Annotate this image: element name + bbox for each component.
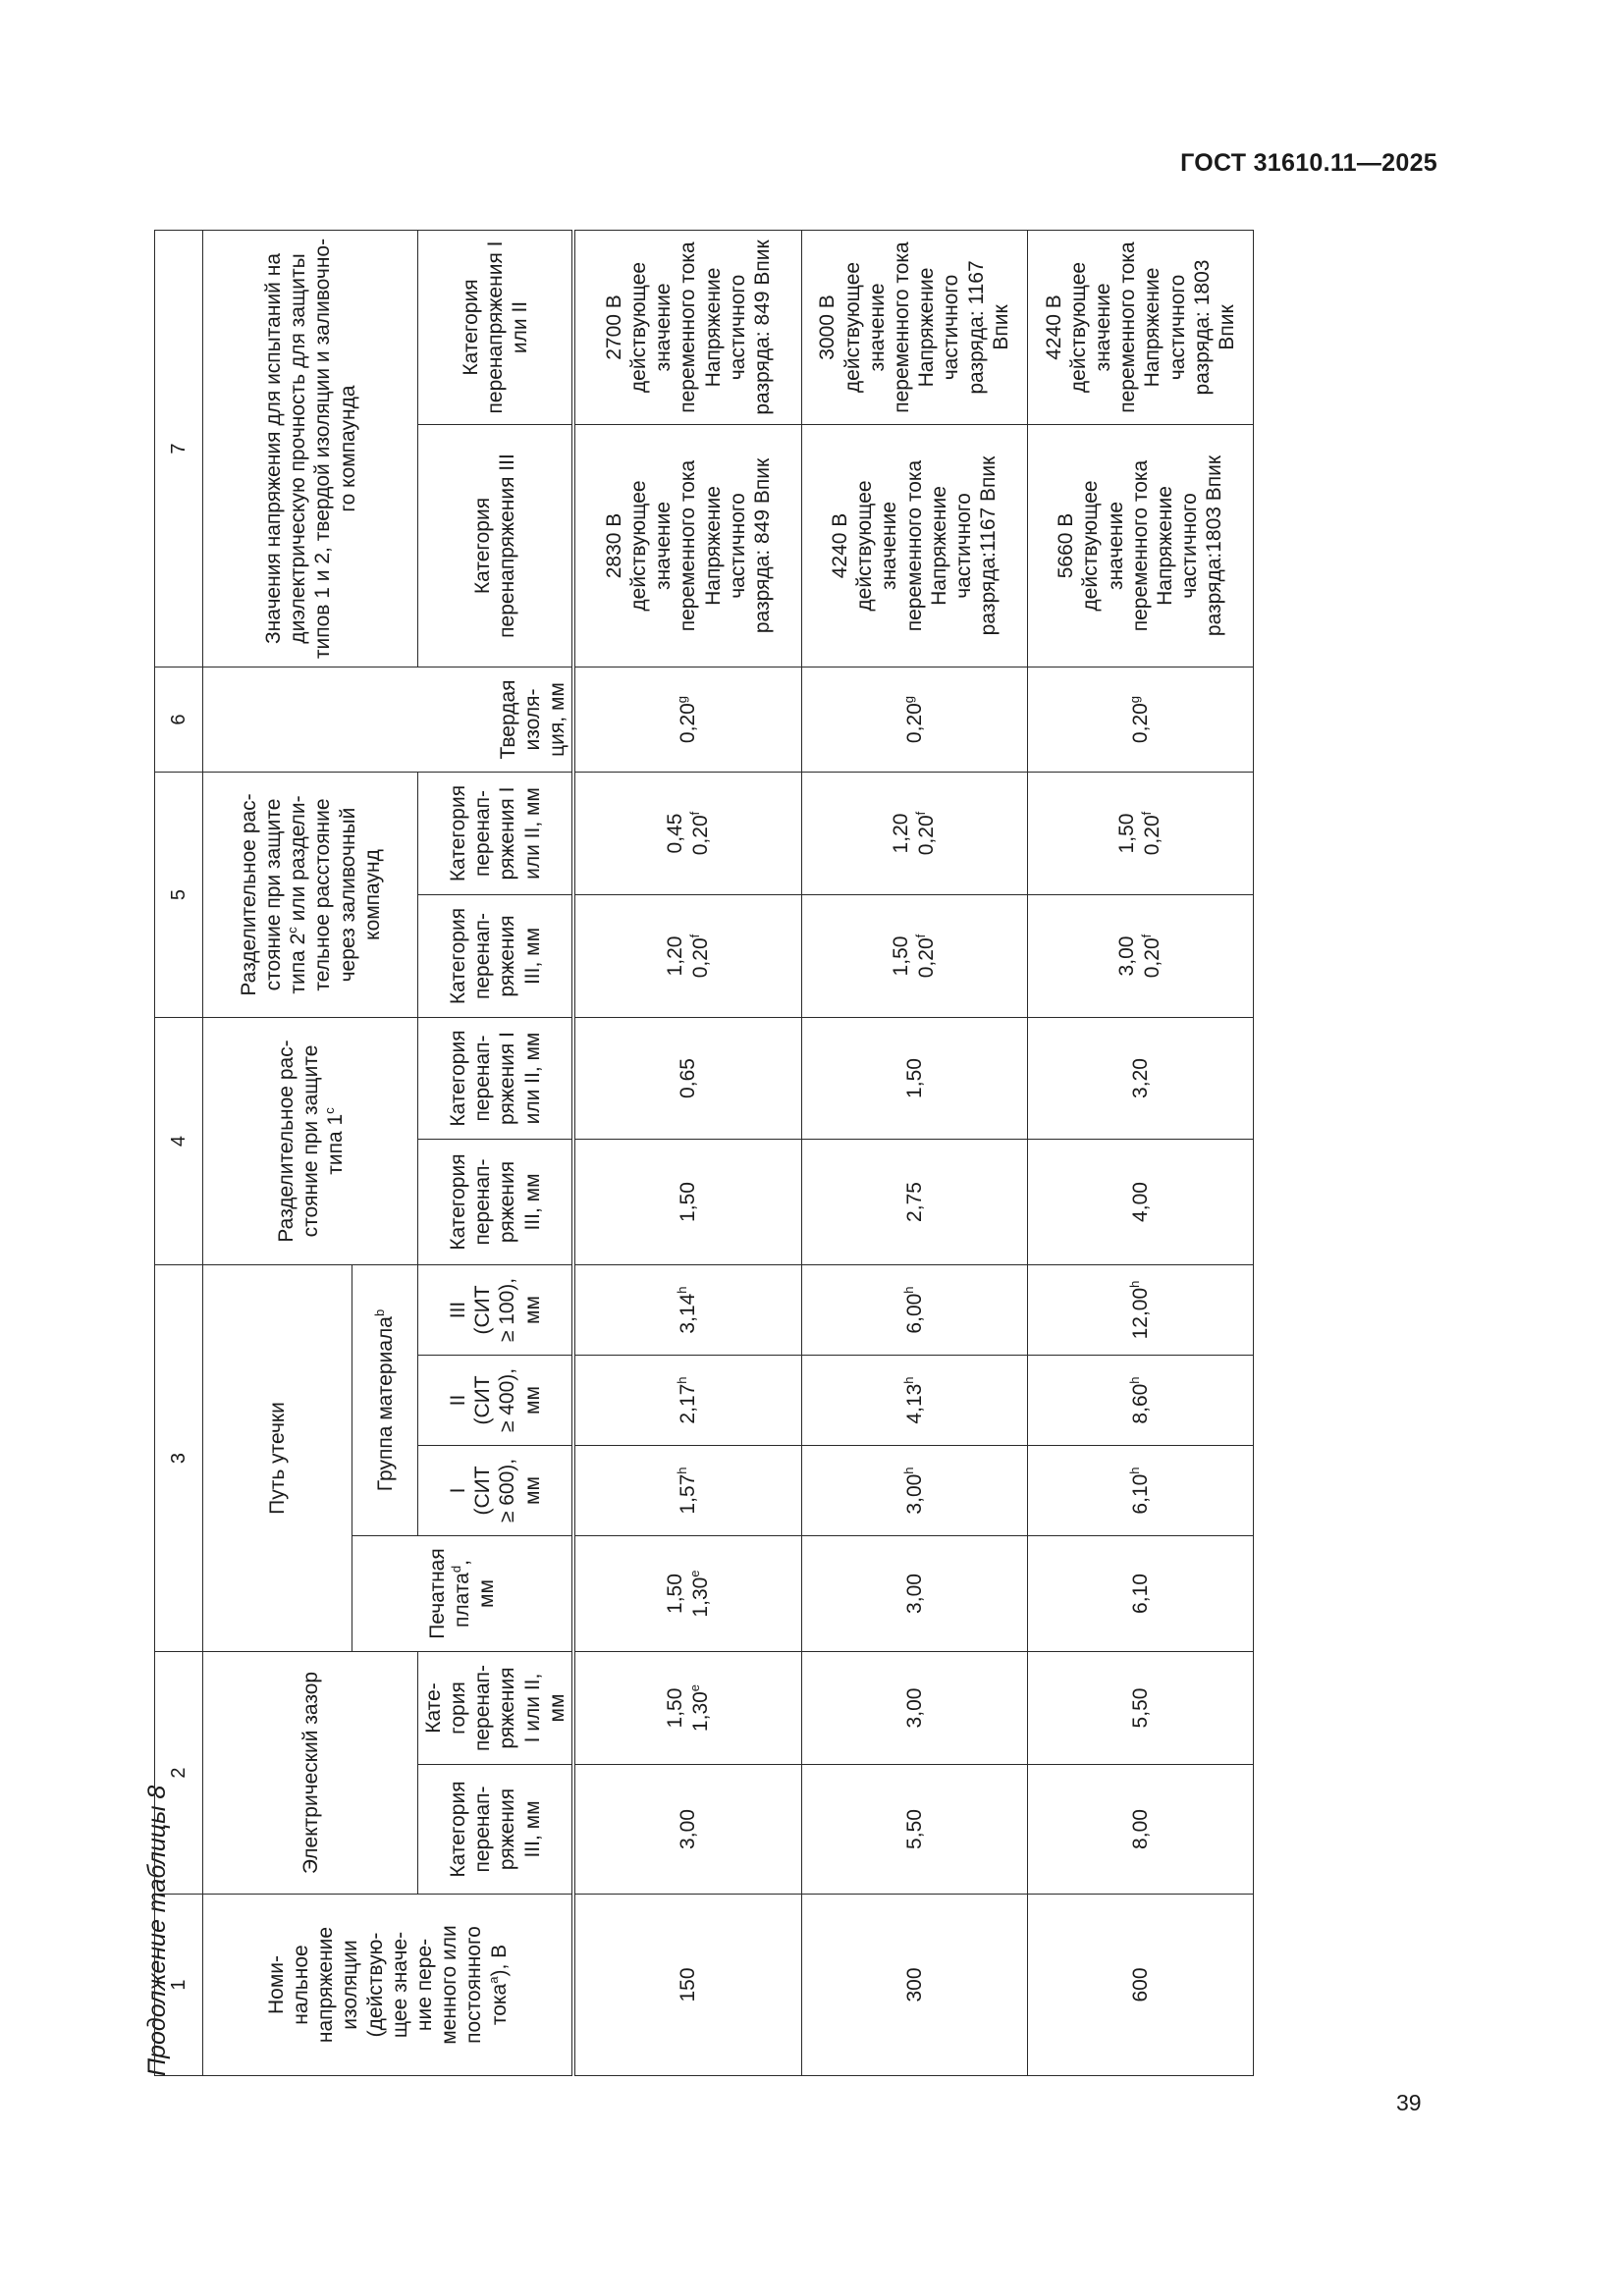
header-separation-type1: Разделительное рас- стояние при защите типа 1$^c$	[203, 1018, 418, 1265]
cell-test-cat12: 3000 В действующее значение переменного тока Напряжение частичного разряда: 1167 Впик	[801, 231, 1027, 425]
cell-sep1-cat12: 3,20	[1027, 1018, 1253, 1140]
insulation-table	[154, 230, 1254, 2076]
header-clearance-cat12: Кате- гория перенап- ряжения I или II, мм	[418, 1652, 573, 1765]
cell-sep2-cat12: 1,50 0,20$^f$	[1027, 773, 1253, 895]
cell-solid: 0,20$^g$	[1027, 667, 1253, 773]
cell-clearance-cat3: 8,00	[1027, 1765, 1253, 1895]
header-sep2-cat3: Категория перенап- ряжения III, мм	[418, 895, 573, 1018]
cell-test-cat3: 5660 В действующее значение переменного тока Напряжение частичного разряда:1803 Впик	[1027, 425, 1253, 667]
cell-group-1: 1,57$^h$	[573, 1446, 801, 1536]
cell-sep2-cat12: 0,45 0,20$^f$	[573, 773, 801, 895]
col-num-1: 1	[155, 1895, 203, 2076]
header-group-2: II (СИТ ≥ 400), мм	[418, 1356, 573, 1446]
header-pcb: Печатная плата$^d$, мм	[352, 1536, 574, 1652]
cell-voltage: 300	[801, 1895, 1027, 2076]
cell-group-1: 3,00$^h$	[801, 1446, 1027, 1536]
header-row-1	[203, 231, 352, 2076]
cell-group-2: 8,60$^h$	[1027, 1356, 1253, 1446]
col-num-4: 4	[155, 1018, 203, 1265]
rotated-table-container	[154, 231, 1254, 2076]
table-row	[801, 231, 1027, 2076]
cell-clearance-cat3: 5,50	[801, 1765, 1027, 1895]
header-test-cat12: Категория перенапряжения I или II	[418, 231, 573, 425]
header-group-1: I (СИТ ≥ 600), мм	[418, 1446, 573, 1536]
header-sep1-cat12: Категория перенап- ряжения I или II, мм	[418, 1018, 573, 1140]
cell-pcb: 3,00	[801, 1536, 1027, 1652]
cell-voltage: 150	[573, 1895, 801, 2076]
header-rated-voltage: Номи- нальное напряжение изоляции (действую- щее значе- ние пере- менного или постоянного тока$^a$), В	[203, 1895, 574, 2076]
cell-sep2-cat3: 1,20 0,20$^f$	[573, 895, 801, 1018]
header-solid-insulation: Твердая изоля- ция, мм	[203, 667, 574, 773]
cell-group-2: 2,17$^h$	[573, 1356, 801, 1446]
cell-group-2: 4,13$^h$	[801, 1356, 1027, 1446]
header-sep2-cat12: Категория перенап- ряжения I или II, мм	[418, 773, 573, 895]
col-num-7: 7	[155, 231, 203, 667]
header-clearance-cat3: Категория перенап- ряжения III, мм	[418, 1765, 573, 1895]
header-creepage: Путь утечки	[203, 1265, 352, 1652]
standard-title: ГОСТ 31610.11—2025	[1180, 149, 1437, 177]
cell-sep2-cat12: 1,20 0,20$^f$	[801, 773, 1027, 895]
col-num-2: 2	[155, 1652, 203, 1895]
col-num-3: 3	[155, 1265, 203, 1652]
table-caption: Продолжение таблицы 8	[143, 1785, 171, 2076]
cell-pcb: 1,50 1,30e	[573, 1536, 801, 1652]
cell-pcb: 6,10	[1027, 1536, 1253, 1652]
cell-sep2-cat3: 3,00 0,20$^f$	[1027, 895, 1253, 1018]
cell-voltage: 600	[1027, 1895, 1253, 2076]
cell-test-cat3: 2830 В действующее значение переменного тока Напряжение частичного разряда: 849 Впик	[573, 425, 801, 667]
page-number: 39	[1396, 2090, 1422, 2115]
header-row-3	[418, 231, 573, 2076]
table-row	[1027, 231, 1253, 2076]
col-num-6: 6	[155, 667, 203, 773]
header-test-cat3: Категория перенапряжения III	[418, 425, 573, 667]
cell-sep1-cat3: 2,75	[801, 1140, 1027, 1265]
cell-clearance-cat3: 3,00	[573, 1765, 801, 1895]
header-test-voltages: Значения напряжения для испытаний на диэлектрическую прочность для защиты типов 1 и 2, твердой изоляции и заливочно- го компаунда	[203, 231, 418, 667]
cell-sep2-cat3: 1,50 0,20$^f$	[801, 895, 1027, 1018]
cell-clearance-cat12: 3,00	[801, 1652, 1027, 1765]
cell-test-cat12: 4240 В действующее значение переменного тока Напряжение частичного разряда: 1803 Впик	[1027, 231, 1253, 425]
cell-group-3: 6,00$^h$	[801, 1265, 1027, 1356]
header-material-group: Группа материала$^b$	[352, 1265, 418, 1536]
table-row	[573, 231, 801, 2076]
cell-clearance-cat12: 1,50 1,30e	[573, 1652, 801, 1765]
cell-clearance-cat12: 5,50	[1027, 1652, 1253, 1765]
cell-group-3: 12,00$^h$	[1027, 1265, 1253, 1356]
cell-solid: 0,20$^g$	[573, 667, 801, 773]
cell-solid: 0,20$^g$	[801, 667, 1027, 773]
cell-group-1: 6,10$^h$	[1027, 1446, 1253, 1536]
header-group-3: III (СИТ ≥ 100), мм	[418, 1265, 573, 1356]
cell-test-cat12: 2700 В действующее значение переменного тока Напряжение частичного разряда: 849 Впик	[573, 231, 801, 425]
cell-sep1-cat3: 4,00	[1027, 1140, 1253, 1265]
cell-sep1-cat12: 0,65	[573, 1018, 801, 1140]
cell-sep1-cat12: 1,50	[801, 1018, 1027, 1140]
col-num-5: 5	[155, 773, 203, 1018]
cell-sep1-cat3: 1,50	[573, 1140, 801, 1265]
header-clearance: Электрический зазор	[203, 1652, 418, 1895]
column-number-row	[155, 231, 203, 2076]
header-sep1-cat3: Категория перенап- ряжения III, мм	[418, 1140, 573, 1265]
cell-group-3: 3,14$^h$	[573, 1265, 801, 1356]
cell-test-cat3: 4240 В действующее значение переменного тока Напряжение частичного разряда:1167 Впик	[801, 425, 1027, 667]
header-separation-type2: Разделительное рас- стояние при защите типа 2$^c$ или раздели- тельное расстояние через заливочный компаунд	[203, 773, 418, 1018]
